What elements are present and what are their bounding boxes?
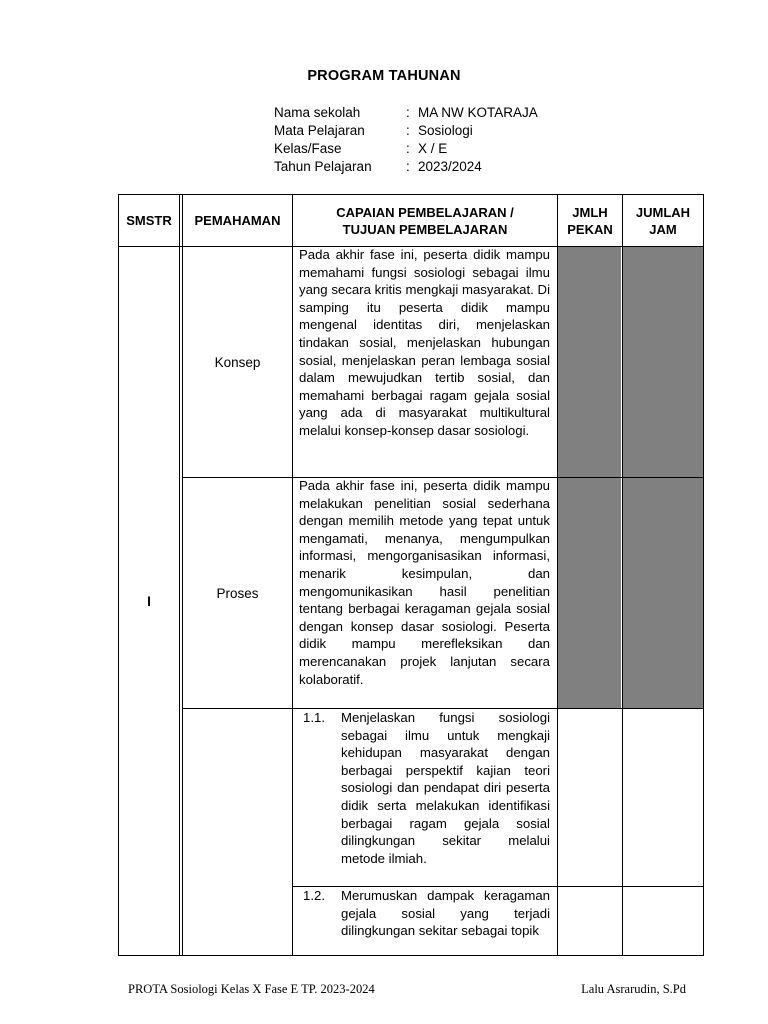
info-value: X / E <box>418 141 448 156</box>
tujuan-item-text: Menjelaskan fungsi sosiologi sebagai ilmu untuk mengkaji kehidupan masyarakat dengan berbagai perspektif kajian teori sosiologi dan pendapat diri peserta didik serta melakukan identifikasi berbagai ragam gejala sosial dilingkungan sekitar melalui metode ilmiah. <box>341 710 550 866</box>
info-value: 2023/2024 <box>418 159 482 174</box>
header-jmlh-pekan <box>558 195 622 246</box>
header-smstr <box>119 195 179 246</box>
shaded-cell-konsep-pekan <box>558 247 621 477</box>
info-row-year <box>274 158 538 176</box>
header-pemahaman-label: PEMAHAMAN <box>194 213 281 228</box>
tujuan-item-number: 1.1. <box>303 710 325 725</box>
semester-value: I <box>147 593 151 609</box>
header-smstr-label: SMSTR <box>126 213 172 228</box>
info-colon: : <box>406 123 410 138</box>
program-table <box>118 194 704 956</box>
info-row-school <box>274 104 538 122</box>
capaian-konsep-text: Pada akhir fase ini, peserta didik mampu memahami fungsi sosiologi sebagai ilmu yang secara kritis mengkaji masyarakat. Di samping itu peserta didik mampu mengenal identitas diri, menjelaskan tindakan sosial, menjelaskan hubungan sosial, menjelaskan peran lembaga sosial dalam mewujudkan tertib sosial, dan memahami berbagai ragam gejala sosial yang ada di masyarakat multikultural melalui konsep-konsep dasar sosiologi. <box>299 247 550 438</box>
column-divider <box>292 194 293 956</box>
column-divider <box>622 194 623 956</box>
column-divider <box>557 194 558 956</box>
footer-right: Lalu Asrarudin, S.Pd <box>581 982 686 996</box>
info-label: Kelas/Fase <box>274 141 342 156</box>
capaian-proses-text: Pada akhir fase ini, peserta didik mampu melakukan penelitian sosial sederhana dengan memilih metode yang tepat untuk mengamati, menanya, mengumpulkan informasi, mengorganisasikan informasi, menarik kesimpulan, dan mengomunikasikan hasil penelitian tentang berbagai keragaman gejala sosial dengan konsep dasar sosiologi. Peserta didik mampu merefleksikan dan merencanakan projek lanjutan secara kolaboratif. <box>299 478 550 687</box>
pemahaman-konsep-label: Konsep <box>214 354 261 370</box>
header-pemahaman <box>183 195 292 246</box>
semester-cell <box>119 247 179 955</box>
shaded-cell-proses-jam <box>623 478 703 708</box>
document-info <box>274 104 538 176</box>
column-divider <box>179 194 180 956</box>
pemahaman-proses <box>183 478 292 708</box>
info-label: Nama sekolah <box>274 105 361 120</box>
footer-left: PROTA Sosiologi Kelas X Fase E TP. 2023-2024 <box>128 982 375 996</box>
shaded-cell-konsep-jam <box>623 247 703 477</box>
info-colon: : <box>406 159 410 174</box>
table-border-bottom <box>118 955 704 956</box>
info-row-subject <box>274 122 538 140</box>
header-jmlh-line2: PEKAN <box>567 221 613 237</box>
info-value: Sosiologi <box>418 123 473 138</box>
header-jumlah-line2: JAM <box>649 221 677 237</box>
tujuan-item <box>303 709 550 885</box>
header-jumlah-line1: JUMLAH <box>635 204 691 220</box>
pemahaman-proses-label: Proses <box>216 585 259 601</box>
tujuan-item-number: 1.2. <box>303 888 325 903</box>
header-capaian-line1: CAPAIAN PEMBELAJARAN / <box>336 204 514 220</box>
info-label: Tahun Pelajaran <box>274 159 372 174</box>
document-title: PROGRAM TAHUNAN <box>307 68 461 84</box>
header-capaian-line2: TUJUAN PEMBELAJARAN <box>342 221 508 237</box>
tujuan-item <box>303 887 550 953</box>
info-value: MA NW KOTARAJA <box>418 105 538 120</box>
header-capaian <box>293 195 557 246</box>
header-jmlh-line1: JMLH <box>572 204 608 220</box>
header-jumlah-jam <box>623 195 703 246</box>
table-border-right <box>703 194 704 956</box>
info-colon: : <box>406 141 410 156</box>
shaded-cell-proses-pekan <box>558 478 621 708</box>
tujuan-item-text: Merumuskan dampak keragaman gejala sosial yang terjadi dilingkungan sekitar sebagai topik <box>341 888 550 939</box>
info-colon: : <box>406 105 410 120</box>
info-label: Mata Pelajaran <box>274 123 365 138</box>
pemahaman-konsep <box>183 247 292 477</box>
info-row-class <box>274 140 538 158</box>
